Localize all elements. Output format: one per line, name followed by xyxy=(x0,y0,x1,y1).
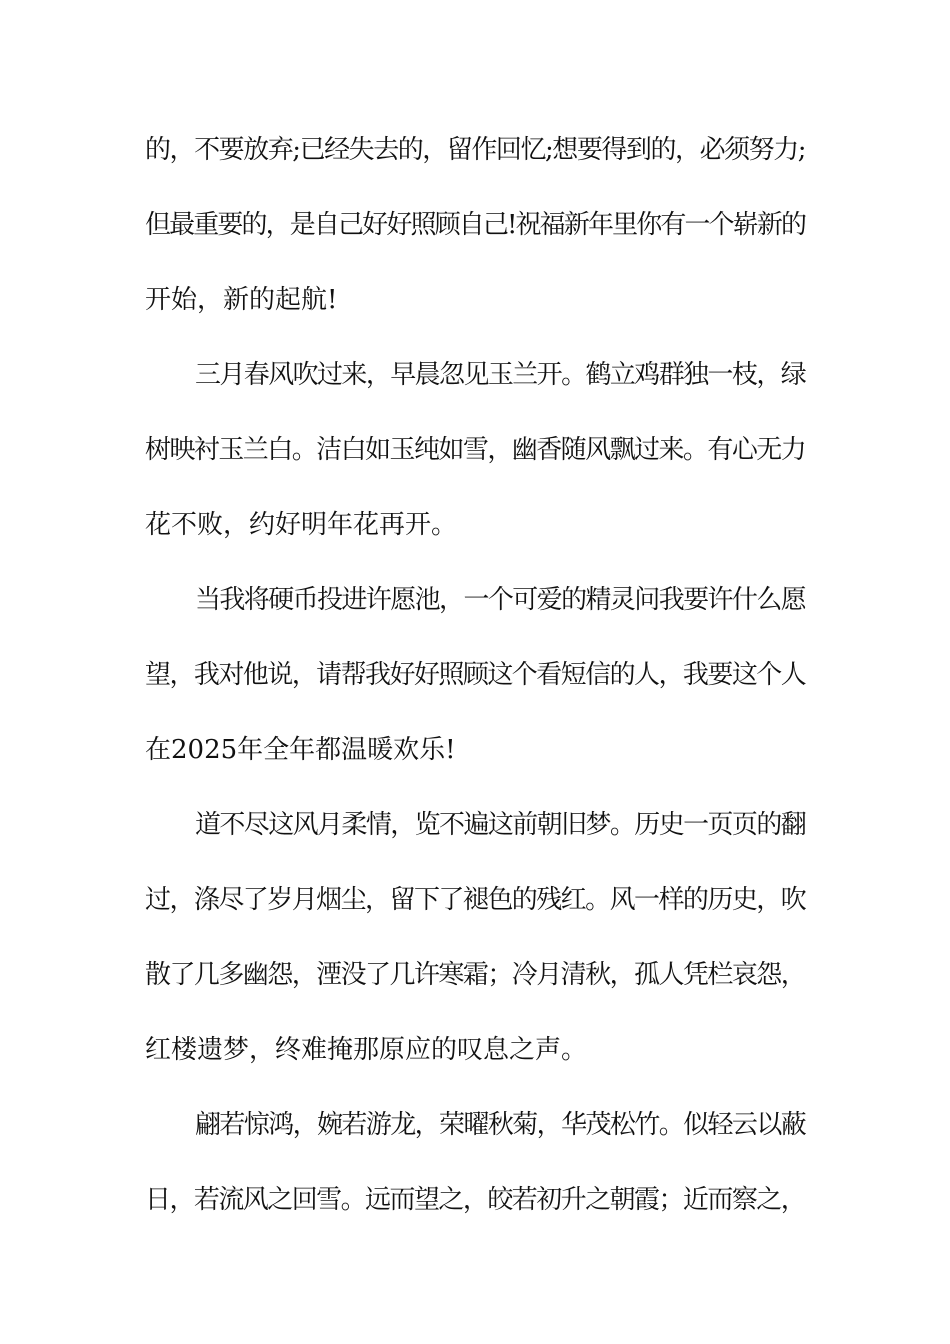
paragraph-first-line: 三月春风吹过来，早晨忽见玉兰开。鹤立鸡群独一枝，绿 xyxy=(195,360,805,390)
text-line: 日，若流风之回雪。远而望之，皎若初升之朝霞；近而察之， xyxy=(145,1185,805,1215)
paragraph-first-line: 当我将硬币投进许愿池，一个可爱的精灵问我要许什么愿 xyxy=(195,585,805,615)
paragraph-first-line: 翩若惊鸿，婉若游龙，荣曜秋菊，华茂松竹。似轻云以蔽 xyxy=(195,1110,805,1140)
text-line: 树映衬玉兰白。洁白如玉纯如雪，幽香随风飘过来。有心无力 xyxy=(145,435,805,465)
text-line: 过，涤尽了岁月烟尘，留下了褪色的残红。风一样的历史，吹 xyxy=(145,885,805,915)
paragraph-first-line: 道不尽这风月柔情，览不遍这前朝旧梦。历史一页页的翻 xyxy=(195,810,805,840)
text-line: 花不败，约好明年花再开。 xyxy=(145,510,458,540)
text-line: 红楼遗梦，终难掩那原应的叹息之声。 xyxy=(145,1035,588,1065)
text-line: 在2025年全年都温暖欢乐! xyxy=(145,735,456,765)
text-line: 开始，新的起航! xyxy=(145,285,338,315)
text-line: 散了几多幽怨，湮没了几许寒霜；冷月清秋，孤人凭栏哀怨， xyxy=(145,960,805,990)
text-line: 但最重要的，是自己好好照顾自己!祝福新年里你有一个崭新的 xyxy=(145,210,805,240)
text-line: 望，我对他说，请帮我好好照顾这个看短信的人，我要这个人 xyxy=(145,660,805,690)
text-line: 的，不要放弃;已经失去的，留作回忆;想要得到的，必须努力; xyxy=(145,135,805,165)
